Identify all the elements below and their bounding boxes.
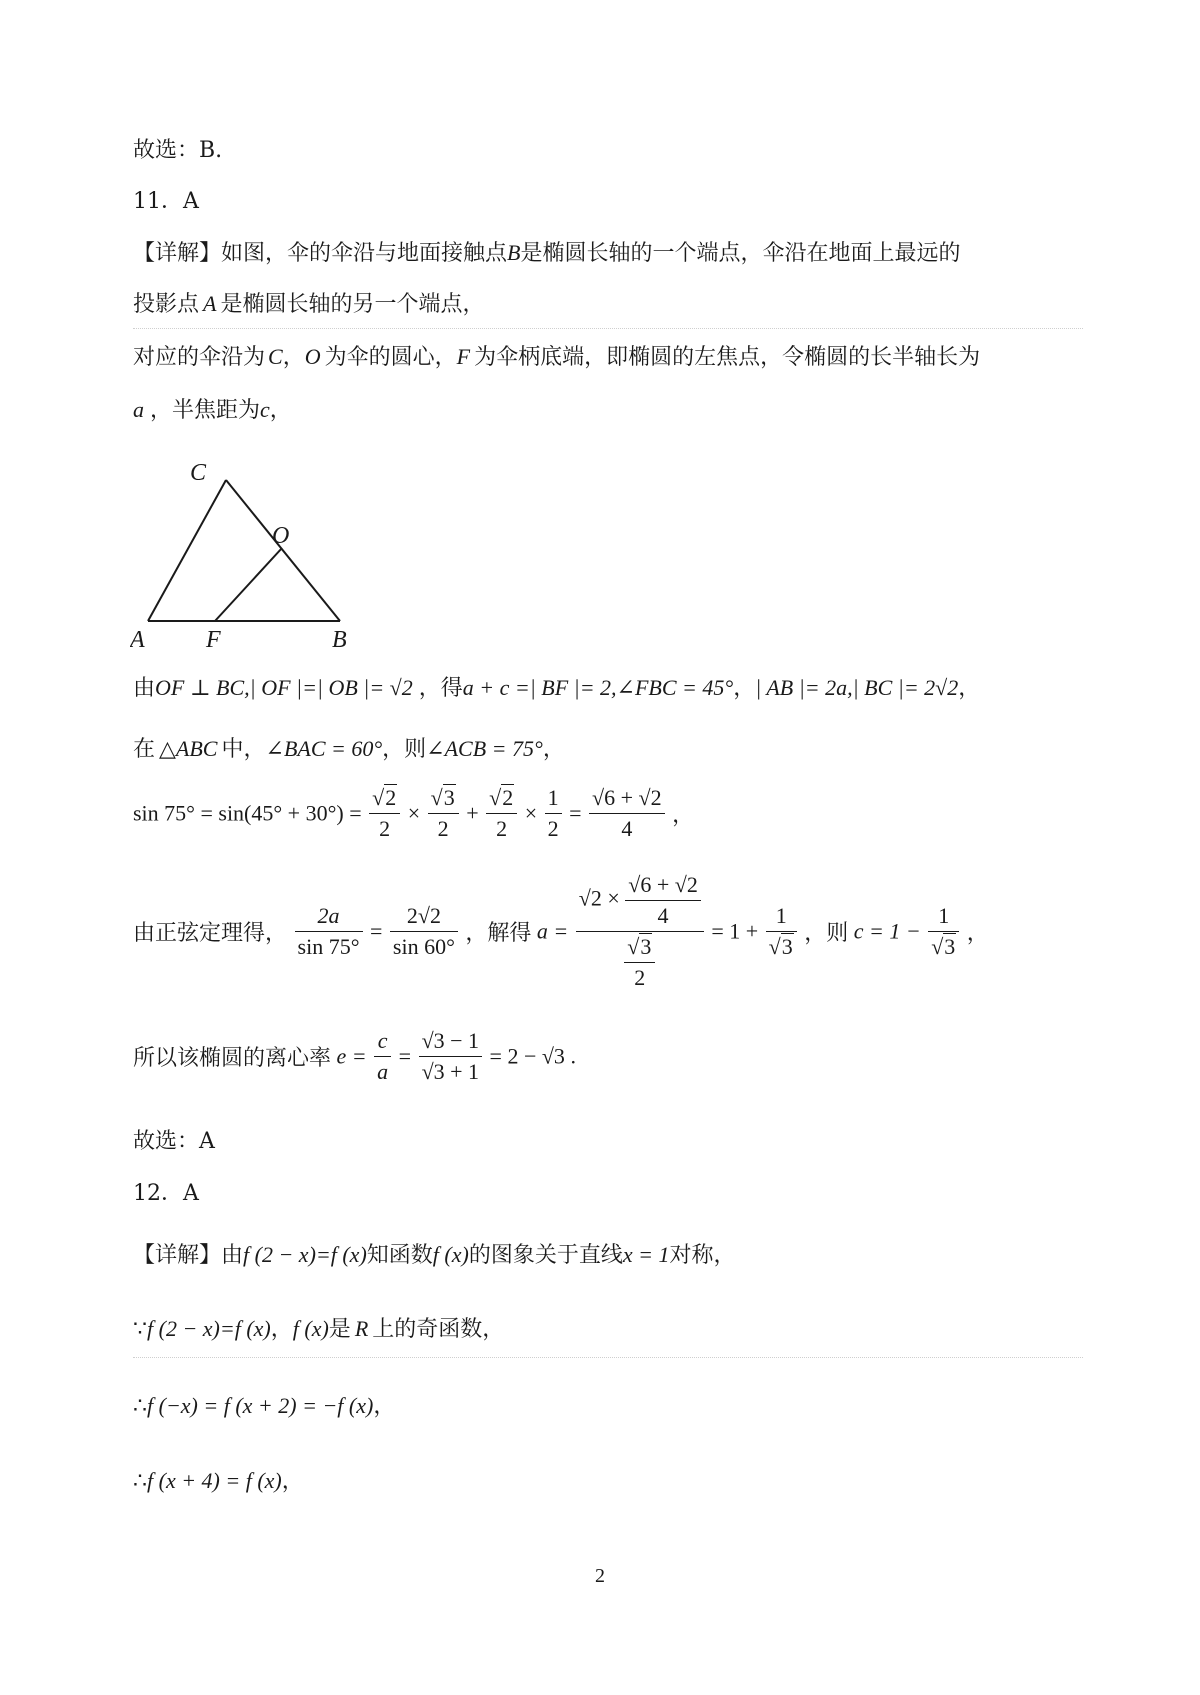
math-line [133, 677, 980, 700]
math-expression: △ABC [159, 736, 218, 761]
question-number [133, 1183, 199, 1205]
math-expression: f (x + 4) = f (x) [147, 1468, 282, 1493]
text-span: 的图象关于直线 [468, 1243, 623, 1268]
label-a: A [130, 627, 145, 653]
math-expression: | AB |= 2a,| BC |= 2√2 [755, 675, 959, 700]
math-line [133, 738, 565, 761]
text-span: 上的奇函数， [372, 1317, 505, 1342]
operator: × [524, 800, 538, 826]
text-span: ∵ [133, 1317, 147, 1342]
conclusion-text: 故选：B. [133, 138, 223, 163]
text-span: ，解得 [465, 920, 532, 945]
text-span: ， [958, 676, 981, 701]
text-span: ∴ [133, 1469, 147, 1494]
math-expression: e = [336, 1043, 367, 1069]
math-symbol: F [456, 344, 471, 369]
text-line [133, 1131, 215, 1153]
text-span: ，则 [382, 737, 427, 762]
text-span: 为伞的圆心， [324, 345, 457, 370]
fraction: $\frac{c}{a}$ [374, 1028, 391, 1085]
operator: = [569, 800, 582, 826]
label-f: F [206, 627, 221, 653]
fraction: $\frac{2√2}{\sin 60^\circ}$ [390, 903, 458, 960]
math-expression: a = [536, 918, 569, 944]
math-symbol: a [133, 397, 144, 422]
compound-fraction: √2 × $\frac{√6 + √2}{4}$ $\frac{√3}{2}$ [576, 872, 704, 991]
text-span: 是 [328, 1317, 351, 1342]
text-line [133, 293, 484, 316]
math-symbol: A [203, 291, 217, 316]
fraction: $\frac{√2}{2}$ [369, 785, 400, 842]
text-span: ， [542, 737, 565, 762]
operator: × [407, 800, 421, 826]
math-expression: f (x) [432, 1242, 469, 1267]
math-symbol: B [507, 240, 521, 265]
text-line [133, 242, 960, 265]
math-line [133, 1318, 504, 1341]
fraction: $\frac{2a}{\sin 75^\circ}$ [295, 903, 363, 960]
math-expression: f (x) [292, 1316, 329, 1341]
math-line [133, 1028, 576, 1085]
math-expression: f (2 − x)=f (x) [147, 1316, 271, 1341]
conclusion-text: 故选：A [133, 1129, 215, 1154]
label-c: C [190, 460, 207, 486]
operator: = [370, 918, 383, 944]
text-span: ， [672, 802, 695, 827]
edge-cb [226, 480, 340, 621]
segment-fo [215, 548, 282, 621]
text-span: 由正弦定理得， [133, 920, 288, 945]
fraction: $\frac{1}{2}$ [545, 785, 562, 842]
text-span: 是椭圆长轴的一个端点，伞沿在地面上最远的 [520, 241, 961, 266]
answer-label: 11．A [133, 189, 199, 214]
text-span: 由 [133, 676, 156, 701]
text-span: 为伞柄底端，即椭圆的左焦点，令椭圆的长半轴长为 [474, 345, 981, 370]
text-span: ， [282, 345, 305, 370]
math-symbol: R [354, 1316, 369, 1341]
text-span: 【详解】由 [133, 1243, 244, 1268]
math-expression: c = 1 − [853, 918, 921, 944]
edge-ac [148, 480, 226, 621]
fraction: $\frac{√3 - 1}{√3 + 1}$ [419, 1028, 482, 1085]
question-number [133, 191, 199, 213]
fraction: $\frac{√6 + √2}{4}$ [589, 785, 665, 842]
text-line [133, 140, 222, 162]
text-line [133, 346, 980, 369]
label-o: O [272, 523, 290, 549]
text-span: 是椭圆长轴的另一个端点， [220, 292, 485, 317]
page-number: 2 [595, 1565, 605, 1587]
text-span: 【详解】如图，伞的伞沿与地面接触点 [133, 241, 508, 266]
text-span: . [570, 1043, 576, 1069]
math-line [133, 872, 989, 991]
math-symbol: O [304, 344, 321, 369]
text-span: ， [281, 1469, 304, 1494]
label-b: B [332, 627, 347, 653]
fraction: $\frac{1}{√3}$ [928, 903, 959, 960]
text-span: ， [269, 398, 292, 423]
math-line [133, 1244, 735, 1267]
math-line [133, 785, 694, 842]
text-span: ∴ [133, 1394, 147, 1419]
text-span: ，则 [804, 920, 849, 945]
fraction: $\frac{√2}{2}$ [486, 785, 517, 842]
text-span: ， [966, 920, 989, 945]
text-span: 知函数 [366, 1243, 433, 1268]
math-expression: x = 1 [622, 1242, 670, 1267]
math-expression: ∠ACB = 75° [426, 736, 543, 761]
fraction: $\frac{√3}{2}$ [428, 785, 459, 842]
math-expression: f (−x) = f (x + 2) = −f (x) [147, 1393, 374, 1418]
divider [133, 1357, 1083, 1358]
text-span: ， [373, 1394, 396, 1419]
answer-label: 12．A [133, 1181, 199, 1206]
text-span: 中， [221, 737, 266, 762]
math-expression: OF ⊥ BC,| OF |=| OB |= √2 [155, 675, 413, 700]
text-span: 对应的伞沿为 [133, 345, 266, 370]
text-span: 投影点 [133, 292, 200, 317]
operator: + [466, 800, 479, 826]
math-symbol: c [260, 397, 270, 422]
text-span: ，半焦距为 [150, 398, 261, 423]
math-symbol: C [268, 344, 283, 369]
text-span: ，得 [418, 676, 463, 701]
text-span: 所以该椭圆的离心率 [133, 1045, 332, 1070]
math-expression: a + c =| BF |= 2,∠FBC = 45° [462, 675, 734, 700]
math-expression: = 2 − √3 [489, 1043, 565, 1069]
math-expression: sin 75° = sin(45° + 30°) = [133, 800, 362, 826]
text-span: ， [733, 676, 756, 701]
divider [133, 328, 1083, 329]
text-line [133, 399, 292, 422]
math-expression: = 1 + [711, 918, 759, 944]
math-line [133, 1470, 304, 1493]
math-expression: f (2 − x)=f (x) [243, 1242, 367, 1267]
operator: = [398, 1043, 412, 1069]
text-span: 对称， [669, 1243, 736, 1268]
math-line [133, 1395, 395, 1418]
text-span: 在 [133, 737, 156, 762]
math-expression: ∠BAC = 60° [265, 736, 383, 761]
triangle-figure [130, 440, 390, 655]
text-span: ， [270, 1317, 293, 1342]
fraction: $\frac{1}{√3}$ [766, 903, 797, 960]
